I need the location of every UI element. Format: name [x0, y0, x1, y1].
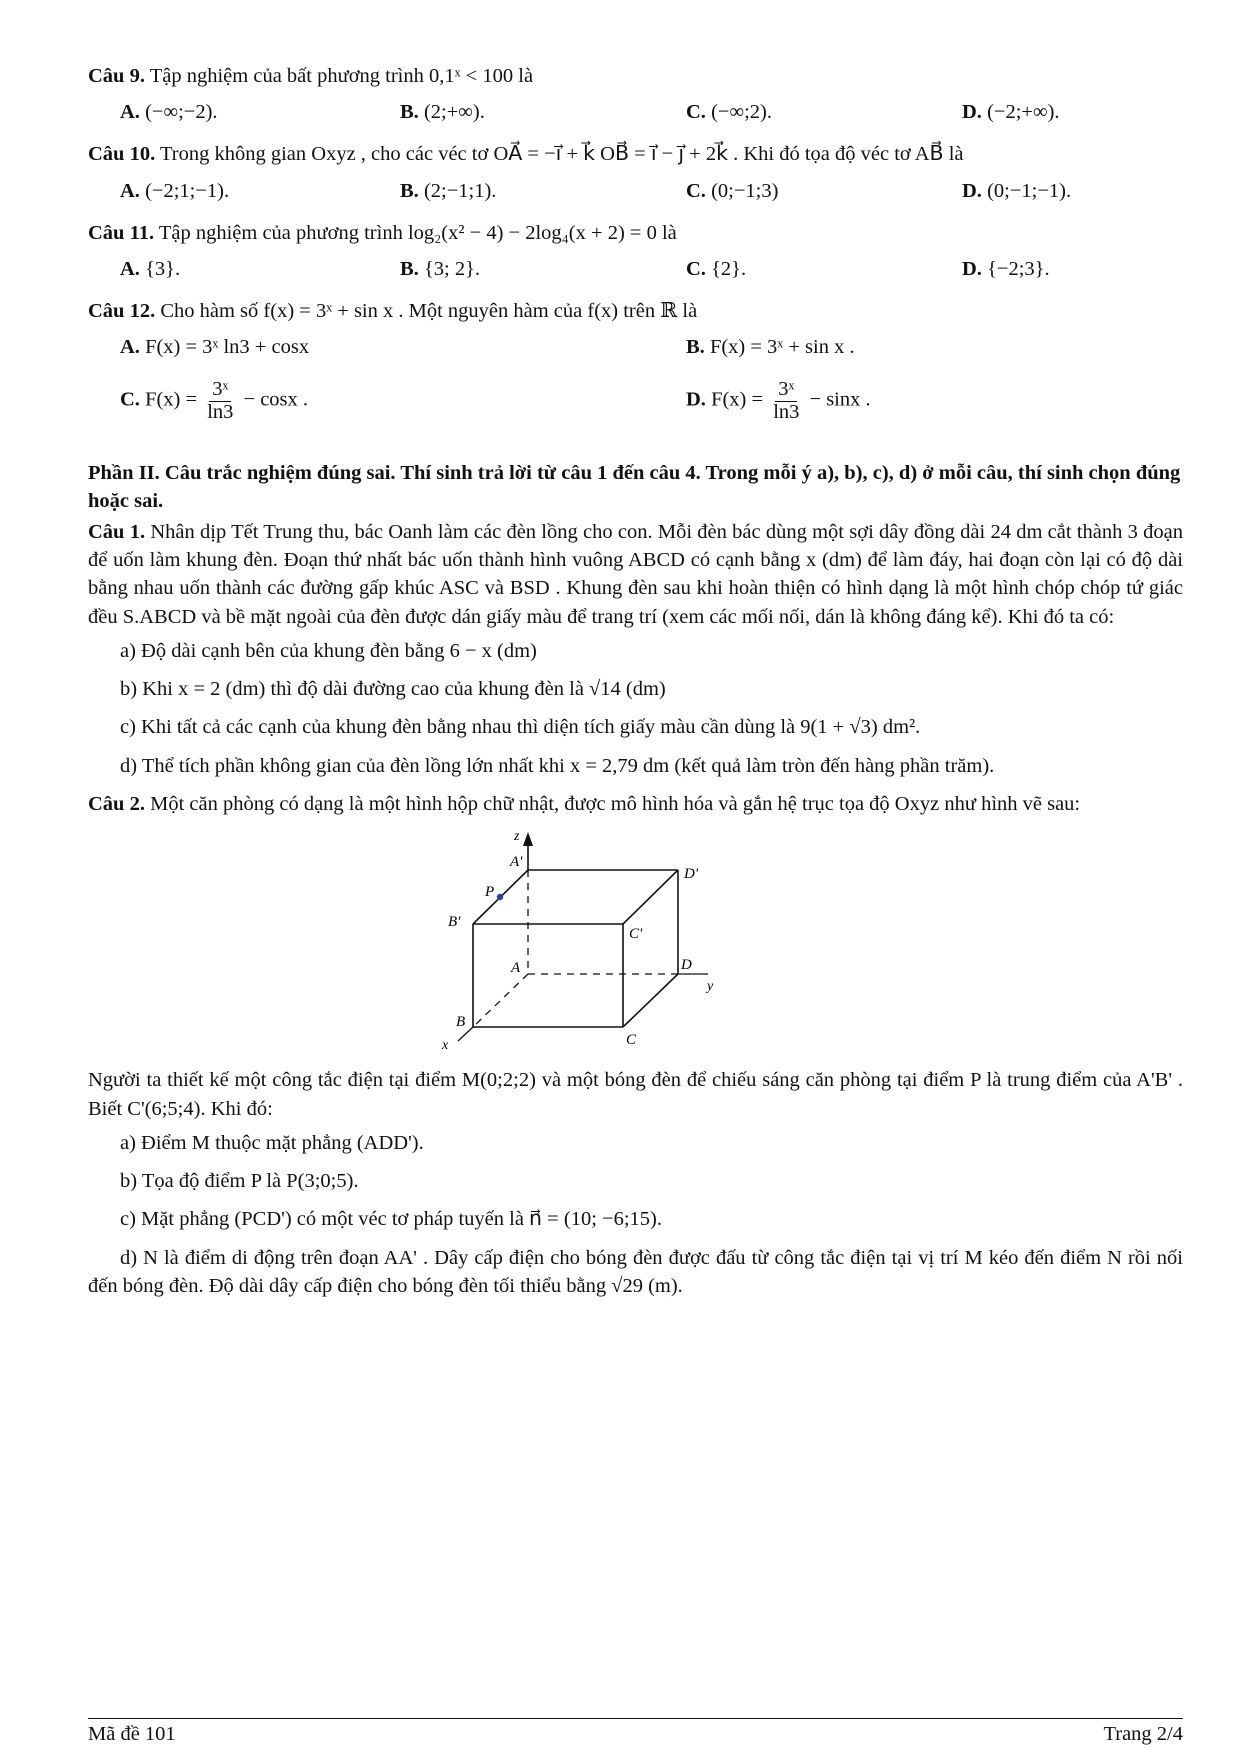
box-diagram — [428, 824, 728, 1056]
option-c[interactable]: C. (0;−1;3) — [686, 179, 779, 202]
statement-d[interactable]: d) N là điểm di động trên đoạn AA' . Dây cấp điện cho bóng đèn được đấu từ công tắc điện tại vị trí M kéo đến điểm N rồi nối đến bóng đèn. Độ dài dây cấp điện cho bóng đèn tối thiểu bằng √29 (m). — [88, 1246, 1183, 1297]
statement-c[interactable]: c) Khi tất cả các cạnh của khung đèn bằng nhau thì diện tích giấy màu cần dùng là 9(1 + √3) dm². — [120, 716, 921, 739]
fraction: $\frac{\text{3ˣ}}{\ln 3}$ — [773, 378, 800, 423]
label-p: P — [485, 884, 495, 901]
option-b[interactable]: B. (2;+∞). — [400, 101, 485, 124]
statement-d[interactable]: d) Thể tích phần không gian của đèn lồng lớn nhất khi x = 2,79 dm (kết quả làm tròn đến hàng phần trăm). — [120, 754, 995, 777]
question-11-options — [88, 255, 1183, 287]
question-11 — [88, 219, 1183, 247]
part2-question-2 — [88, 790, 1183, 818]
option-a[interactable]: A. (−2;1;−1). — [120, 179, 230, 202]
question-text: Nhân dịp Tết Trung thu, bác Oanh làm các đèn lồng cho con. Mỗi đèn bác dùng một sợi dây đồng dài 24 dm cắt thành 3 đoạn để uốn làm khung đèn. Đoạn thứ nhất bác uốn thành hình vuông ABCD có cạnh bằng x (dm) để làm đáy, hai đoạn còn lại có độ dài bằng nhau uốn thành các đường gấp khúc ASC và BSD . Khung đèn sau khi hoàn thiện có hình dạng là một hình chóp chóp tứ giác đều S.ABCD và bề mặt ngoài của đèn được dán giấy màu để trang trí (xem các mối nối, dán là không đáng kể). Khi đó ta có: — [88, 520, 1183, 628]
question-10 — [88, 140, 1183, 168]
edge-dc — [623, 974, 678, 1027]
option-d[interactable]: D. (0;−1;−1). — [962, 179, 1072, 202]
box-figure — [428, 824, 728, 1056]
label-a: A — [511, 960, 521, 977]
question-12 — [88, 297, 1183, 325]
label-a1: A' — [510, 854, 523, 871]
statement-c[interactable]: c) Mặt phẳng (PCD') có một véc tơ pháp tuyến là n⃗ = (10; −6;15). — [120, 1208, 662, 1231]
statement-b[interactable]: b) Tọa độ điểm P là P(3;0;5). — [120, 1170, 359, 1193]
statement-a[interactable]: a) Điểm M thuộc mặt phẳng (ADD'). — [120, 1131, 424, 1154]
question-text: Tập nghiệm của phương trình log₂(x² − 4) − 2log₄(x + 2) = 0 là — [158, 221, 677, 244]
option-c[interactable]: C. (−∞;2). — [686, 101, 772, 124]
point-p-marker — [497, 894, 503, 900]
label-x: x — [442, 1038, 449, 1054]
z-axis-arrow — [523, 832, 533, 846]
part2-question-2-setup: Người ta thiết kế một công tắc điện tại điểm M(0;2;2) và một bóng đèn để chiếu sáng căn phòng tại điểm P là trung điểm của A'B' . Biết C'(6;5;4). Khi đó: — [88, 1069, 1183, 1120]
option-b[interactable]: B. F(x) = 3ˣ + sin x . — [686, 336, 855, 359]
label-z: z — [514, 829, 520, 845]
option-c[interactable]: C. F(x) = $\frac{\text{3ˣ}}{\ln 3}$ − cosx . — [120, 378, 309, 423]
question-text: Một căn phòng có dạng là một hình hộp chữ nhật, được mô hình hóa và gắn hệ trục tọa độ Oxyz như hình vẽ sau: — [150, 792, 1081, 815]
fraction: $\frac{\text{3ˣ}}{\ln 3}$ — [207, 378, 234, 423]
label-d1: D' — [684, 866, 699, 883]
option-d[interactable]: D. (−2;+∞). — [962, 101, 1060, 124]
question-label: Câu 11. — [88, 221, 155, 244]
label-b1: B' — [448, 914, 461, 931]
statement-a[interactable]: a) Độ dài cạnh bên của khung đèn bằng 6 − x (dm) — [120, 639, 537, 662]
option-d[interactable]: D. {−2;3}. — [962, 257, 1050, 280]
question-9 — [88, 62, 1183, 90]
question-label: Câu 10. — [88, 143, 156, 166]
label-y: y — [707, 979, 714, 995]
option-b[interactable]: B. (2;−1;1). — [400, 179, 497, 202]
edge-d1c1 — [623, 870, 678, 924]
question-12-options-row2 — [88, 379, 1183, 437]
label-c: C — [626, 1032, 637, 1049]
option-c[interactable]: C. {2}. — [686, 257, 747, 280]
statement-b[interactable]: b) Khi x = 2 (dm) thì độ dài đường cao của khung đèn là √14 (dm) — [120, 678, 666, 701]
label-c1: C' — [629, 926, 643, 943]
option-a[interactable]: A. (−∞;−2). — [120, 101, 218, 124]
question-text: Trong không gian Oxyz , cho các véc tơ OA⃗ = −i⃗ + k⃗ OB⃗ = i⃗ − j⃗ + 2k⃗ . Khi đó tọa độ véc tơ AB⃗ là — [159, 143, 964, 166]
edge-ab-hidden — [473, 974, 528, 1027]
part2-question-1 — [88, 518, 1183, 631]
question-label: Câu 12. — [88, 299, 156, 322]
label-d: D — [681, 957, 692, 974]
option-a[interactable]: A. F(x) = 3ˣ ln3 + cosx — [120, 336, 310, 359]
question-label: Câu 9. — [88, 65, 145, 87]
page-number: Trang 2/4 — [1103, 1723, 1183, 1745]
exam-page — [88, 62, 1183, 1306]
part-2-heading: Phần II. Câu trắc nghiệm đúng sai. Thí sinh trả lời từ câu 1 đến câu 4. Trong mỗi ý a), b), c), d) ở mỗi câu, thí sinh chọn đúng hoặc sai. — [88, 462, 1181, 513]
question-text: Tập nghiệm của bất phương trình 0,1ˣ < 100 là — [149, 65, 534, 87]
question-text: Cho hàm số f(x) = 3ˣ + sin x . Một nguyên hàm của f(x) trên ℝ là — [160, 299, 698, 322]
exam-code: Mã đề 101 — [88, 1723, 176, 1745]
option-a[interactable]: A. {3}. — [120, 257, 181, 280]
page-footer — [88, 1718, 1183, 1745]
question-9-options — [88, 98, 1183, 130]
option-b[interactable]: B. {3; 2}. — [400, 257, 481, 280]
question-label: Câu 1. — [88, 520, 146, 543]
question-label: Câu 2. — [88, 792, 145, 815]
question-12-options-row1 — [88, 333, 1183, 369]
question-10-options — [88, 177, 1183, 209]
option-d[interactable]: D. F(x) = $\frac{\text{3ˣ}}{\ln 3}$ − sinx . — [686, 378, 871, 423]
label-b: B — [456, 1014, 466, 1031]
